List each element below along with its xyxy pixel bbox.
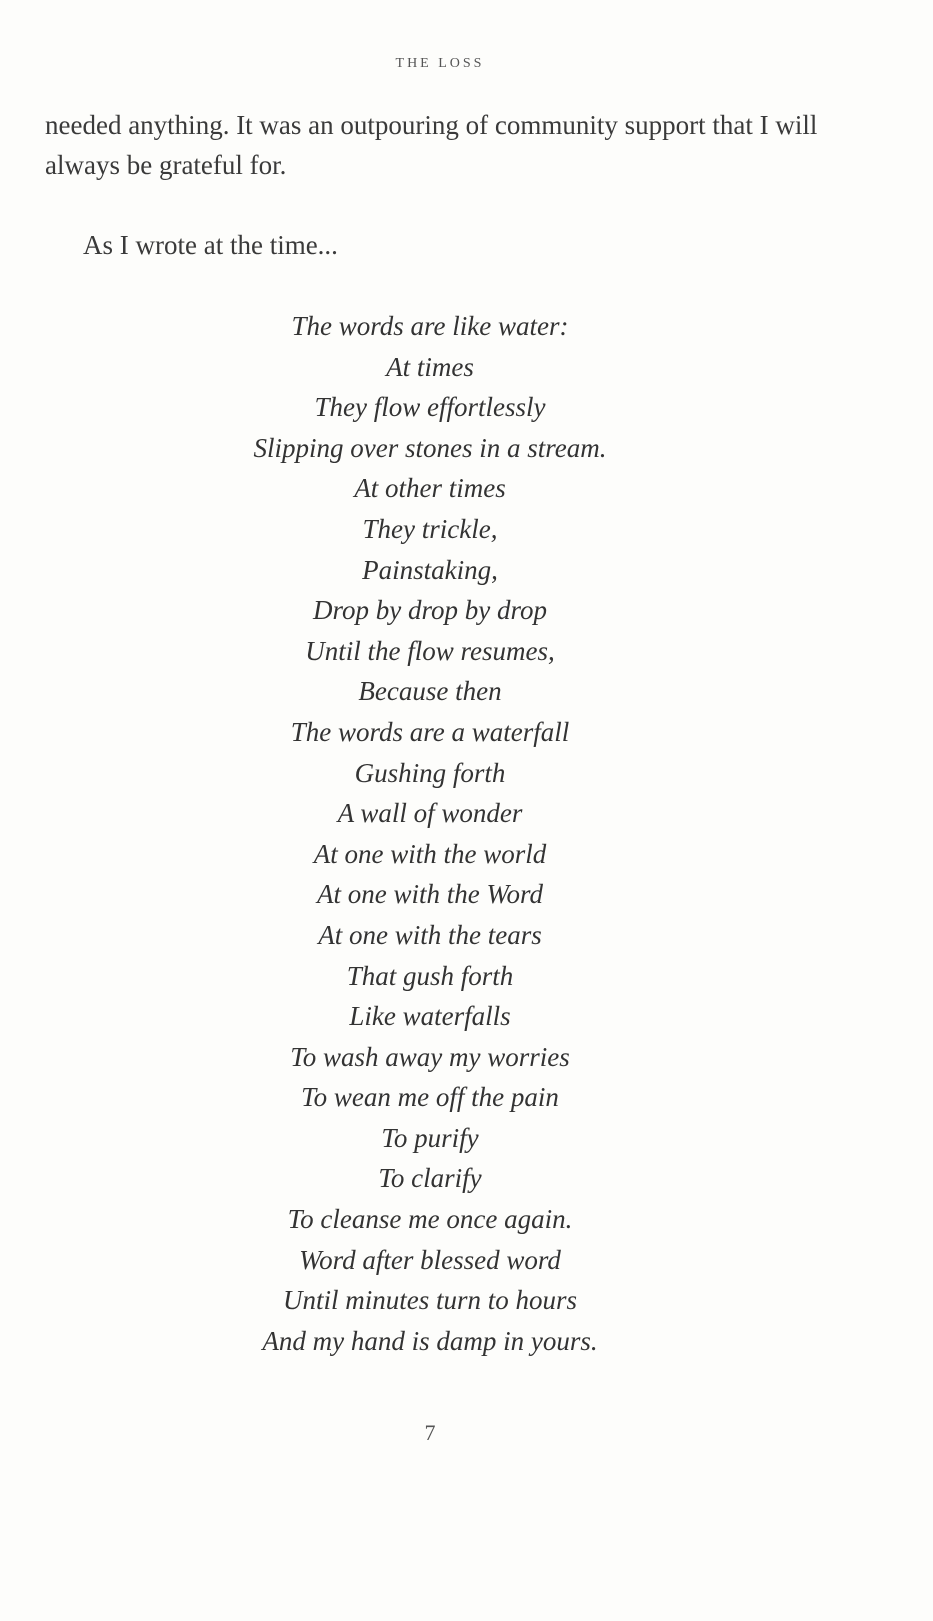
- prose-section: [45, 105, 865, 265]
- poem-line: To purify: [381, 1122, 479, 1153]
- poem-line: Slipping over stones in a stream.: [253, 432, 607, 463]
- poem-line: At other times: [354, 473, 506, 504]
- poem-line: Gushing forth: [354, 757, 506, 788]
- poem-line: The words are a waterfall: [290, 716, 570, 747]
- poem-line: And my hand is damp in yours.: [262, 1325, 598, 1356]
- poem-line: They trickle,: [362, 513, 498, 544]
- poem-line: To cleanse me once again.: [287, 1204, 573, 1235]
- paragraph-continued: needed anything. It was an outpouring of community support that I will always be grateful for.: [45, 110, 818, 180]
- poem-line: That gush forth: [346, 960, 514, 991]
- poem-line: Painstaking,: [362, 554, 498, 585]
- poem-line: To wean me off the pain: [301, 1082, 559, 1113]
- poem-line: Until the flow resumes,: [305, 635, 555, 666]
- poem-line: At one with the tears: [318, 919, 542, 950]
- poem-line: Drop by drop by drop: [313, 595, 547, 626]
- poem-line: Because then: [358, 676, 502, 707]
- poem: [0, 306, 860, 1361]
- poem-line: At one with the world: [313, 838, 547, 869]
- poem-line: Until minutes turn to hours: [282, 1285, 578, 1316]
- poem-line: They flow effortlessly: [314, 392, 546, 423]
- poem-line: To clarify: [378, 1163, 482, 1194]
- poem-line: At one with the Word: [317, 879, 543, 910]
- paragraph-intro: As I wrote at the time...: [83, 230, 338, 260]
- poem-line: Like waterfalls: [349, 1001, 511, 1032]
- poem-line: A wall of wonder: [337, 798, 523, 829]
- poem-line: The words are like water:: [291, 311, 569, 341]
- page-number: 7: [424, 1420, 436, 1445]
- poem-line: At times: [386, 351, 474, 382]
- running-head: THE LOSS: [395, 56, 485, 71]
- poem-line: To wash away my worries: [290, 1041, 570, 1072]
- poem-line: Word after blessed word: [299, 1244, 561, 1275]
